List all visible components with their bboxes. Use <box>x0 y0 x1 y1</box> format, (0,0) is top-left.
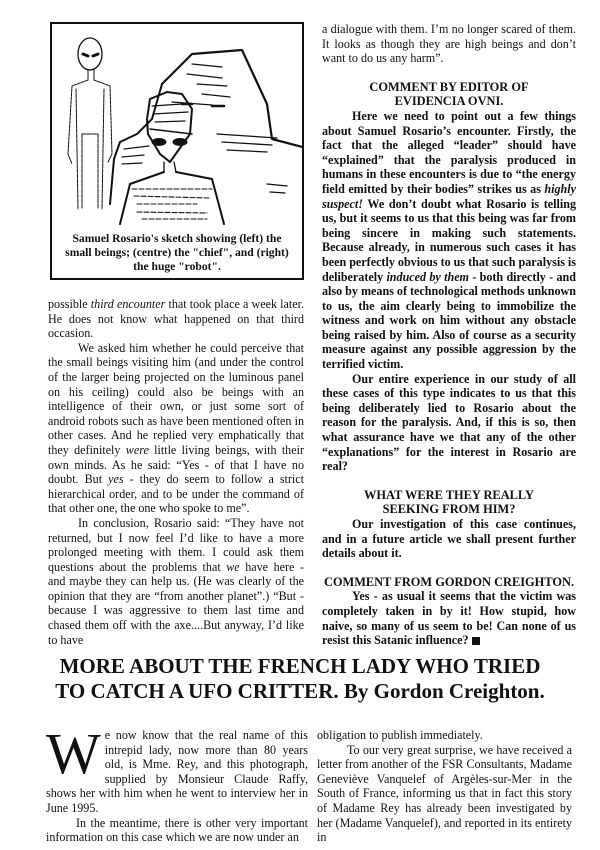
paragraph-beings-question <box>48 341 304 516</box>
heading-creighton-comment: COMMENT FROM GORDON CREIGHTON. <box>323 574 575 589</box>
heading-line: EVIDENCIA OVNI. <box>394 94 504 109</box>
text: e now know that the real name of this intrepid lady, now more than 80 years old, is Mme. Rey, and this photograph, supplied by Monsieur Claude Raffy, shows her with him when he went to interview her in June 1995. <box>46 728 308 815</box>
robot-figure <box>110 50 302 229</box>
text: - both directly - and also by means of technological methods unknown to us, the aim clearly being to immobilize the witness and work on him without any obstacle being raised by him. Also of course as a security measure against any possible aggression by the terrified victim. <box>322 269 577 372</box>
heading-seeking <box>322 488 576 517</box>
italic-text: we <box>226 559 240 574</box>
text: that took place a week later. He does not know what happened on that third occasion. <box>48 297 304 341</box>
paragraph-third-encounter <box>48 297 304 341</box>
paragraph-creighton-comment <box>322 589 576 647</box>
paragraph-article-surprise: To our very great surprise, we have received a letter from another of the FSR Consultants, Madame Geneviève Vanquelef of Argèles-sur-Mer in the South of France, informing us that in fact this story of Madame Rey has already been investigated by her (Madame Vanquelef), and reported in its entirety in <box>317 742 572 845</box>
text: - they do seem to follow a strict hierarchical order, and to be under the command of that other one, the one who spoke to me”. <box>48 472 305 516</box>
heading-line: COMMENT BY EDITOR OF <box>369 79 529 94</box>
drop-cap: W <box>46 721 101 786</box>
italic-text: third encounter <box>90 297 166 311</box>
paragraph-seeking: Our investigation of this case continues, and in a future article we shall present further details about it. <box>322 517 576 561</box>
heading-line: SEEKING FROM HIM? <box>382 502 516 517</box>
left-column <box>48 297 304 647</box>
text: little living beings, with their own minds. As he said: “Yes - of that I have no doubt. But <box>48 442 304 487</box>
text: have here - and maybe they can help us. (He was clearly of the opinion that they are “from another planet”.) “But - because I was aggressive to them last time and chased them off with the axe....But anyway, I’d like to have <box>48 559 304 647</box>
sketch-figure <box>50 22 304 280</box>
paragraph-article-obligation: obligation to publish immediately. <box>317 728 483 742</box>
italic-text: induced by them <box>386 269 469 284</box>
article-right-column <box>317 728 572 845</box>
text: Here we need to point out a few things about Samuel Rosario’s encounter. Firstly, the fact that the alleged “leader” should have “explained” that the paralysis produced in humans in these encounters is due to “the energy field emitted by their bodies” strikes us as <box>322 108 576 196</box>
figure-caption: Samuel Rosario's sketch showing (left) the small beings; (centre) the "chief", and (right) the huge "robot". <box>65 232 289 274</box>
paragraph-editor-comment-2: Our entire experience in our study of all these cases of this type indicates to us that this being deliberately lied to Rosario about the reason for the paralysis. And, if this is so, then what assurance have we that any of the other “explanations” for the interest in Rosario are real? <box>322 371 576 474</box>
text: In conclusion, Rosario said: “They have not returned, but I now feel I’d like to have a more prolonged meeting with them. I could ask them questions about the problems that <box>48 515 304 574</box>
paragraph-article-intro <box>46 721 308 816</box>
end-of-article-mark <box>472 637 480 645</box>
italic-text: were <box>125 442 149 457</box>
heading-editor-comment <box>322 80 576 109</box>
text: possible <box>48 297 91 311</box>
paragraph-dialogue-continuation: a dialogue with them. I’m no longer scared of them. It looks as though they are high beings and don’t want to do us any harm”. <box>322 22 576 66</box>
text: Yes - as usual it seems that the victim was completely taken in by it! How stupid, how naive, so many of us seem to be! Can none of us resist this Satanic influence? <box>322 589 576 648</box>
right-column <box>322 22 576 648</box>
italic-text: highly suspect! <box>322 181 576 211</box>
title-line: TO CATCH A UFO CRITTER. By Gordon Creighton. <box>55 679 545 703</box>
text: We asked him whether he could perceive that the small beings visiting him (and under the control of the larger being projected on the luminous panel on his ceiling) could also be beings with an intelligence of their own, or just some sort of android robots such as have been mentioned often in other cases. And he replied very emphatically that they definitely <box>48 340 304 457</box>
chief-figure <box>120 92 224 224</box>
paragraph-editor-comment-1 <box>322 109 576 372</box>
article-title <box>30 654 570 704</box>
italic-text: yes <box>108 472 124 487</box>
title-line: MORE ABOUT THE FRENCH LADY WHO TRIED <box>59 654 541 678</box>
heading-line: WHAT WERE THEY REALLY <box>364 487 534 502</box>
paragraph-article-meantime: In the meantime, there is other very important information on this case which we are now under an <box>46 815 308 845</box>
article-left-column <box>46 721 308 845</box>
paragraph-conclusion <box>48 516 304 647</box>
alien-sketch-illustration <box>52 24 302 229</box>
text: We don’t doubt what Rosario is telling us, but it seems to us that this being was far from being sincere in making such statements. Because already, in numerous such cases it has been perfectly obvious to us that such paralysis is deliberately <box>322 196 576 284</box>
small-being-figure <box>68 38 112 209</box>
